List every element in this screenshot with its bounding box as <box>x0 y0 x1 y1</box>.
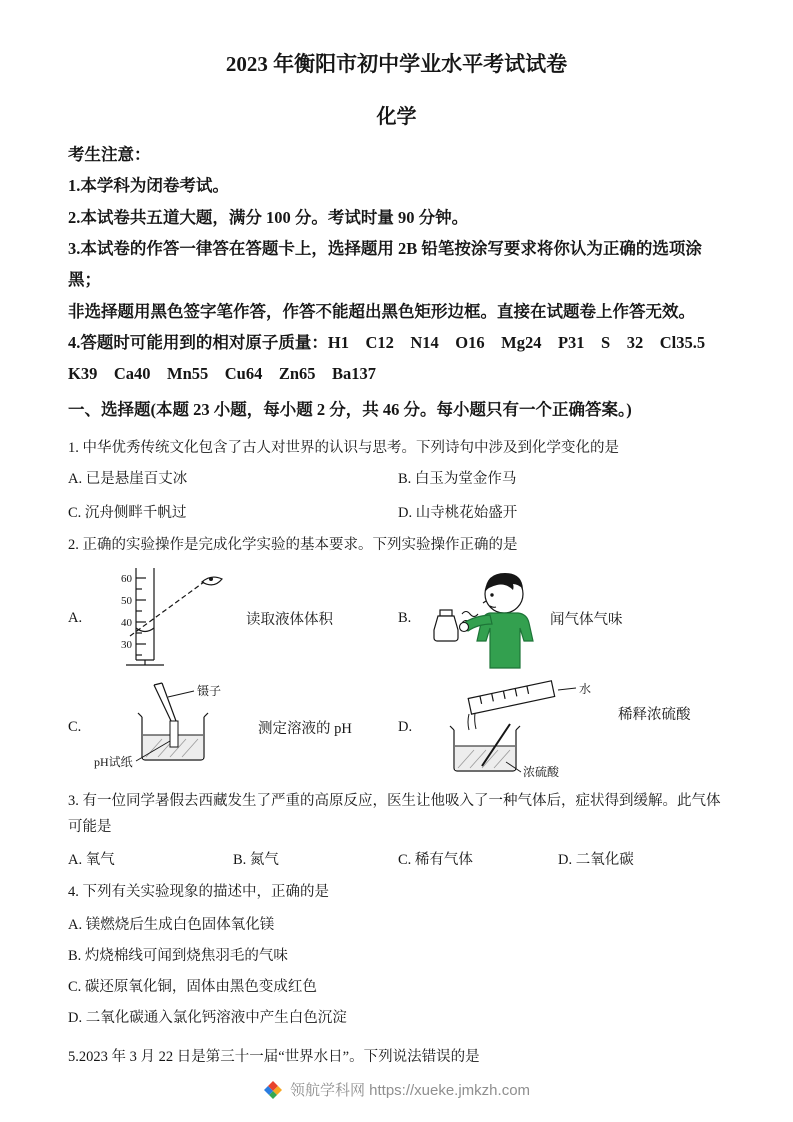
water-label: 水 <box>579 682 592 697</box>
q2-option-b-caption: 闻气体气味 <box>550 611 623 628</box>
q3-option-a: A. 氧气 <box>68 852 115 869</box>
person-smelling-gas-figure <box>424 566 546 670</box>
question-1-text: 1. 中华优秀传统文化包含了古人对世界的认识与思考。下列诗句中涉及到化学变化的是 <box>68 440 619 457</box>
q2-option-a-caption: 读取液体体积 <box>246 611 333 628</box>
q2-option-a <box>68 562 398 674</box>
graduated-cylinder-figure <box>94 562 242 674</box>
person-figure <box>460 573 534 668</box>
notice-line-1: 1.本学科为闭卷考试。 <box>68 176 229 196</box>
q1-option-d: D. 山寺桃花始盛开 <box>398 505 518 522</box>
exam-subject: 化学 <box>376 106 417 128</box>
q2-option-c <box>68 681 398 773</box>
footer <box>0 1079 793 1100</box>
notice-line-4a: 4.答题时可能用到的相对原子质量：H1 C12 N14 O16 Mg24 P31 S 32 Cl35.5 <box>68 333 706 353</box>
gas-bottle <box>434 610 458 641</box>
question-2-text: 2. 正确的实验操作是完成化学实验的基本要求。下列实验操作正确的是 <box>68 537 518 554</box>
dilution-figure <box>424 676 614 778</box>
q3-option-c: C. 稀有气体 <box>398 852 473 869</box>
notice-block <box>68 139 725 390</box>
tick-label-30: 30 <box>121 639 132 652</box>
q2-option-c-caption: 测定溶液的 pH <box>258 720 352 737</box>
tick-label-50: 50 <box>121 595 132 608</box>
notice-line-4b: K39 Ca40 Mn55 Cu64 Zn65 Ba137 <box>68 364 377 384</box>
q4-option-b: B. 灼烧棉线可闻到烧焦羽毛的气味 <box>68 947 288 964</box>
question-4-text: 4. 下列有关实验现象的描述中，正确的是 <box>68 884 329 901</box>
tick-label-40: 40 <box>121 617 132 630</box>
q2-option-a-letter: A. <box>68 609 83 626</box>
site-logo-icon <box>263 1080 283 1100</box>
notice-heading: 考生注意： <box>68 145 151 164</box>
q1-option-b: B. 白玉为堂金作马 <box>398 471 517 488</box>
q2-option-d <box>398 676 725 778</box>
notice-line-2: 2.本试卷共五道大题，满分 100 分。考试时量 90 分钟。 <box>68 207 469 227</box>
q3-option-d: D. 二氧化碳 <box>558 852 634 869</box>
q4-option-c: C. 碳还原氧化铜，固体由黑色变成红色 <box>68 978 317 995</box>
pouring-cylinder <box>468 681 554 714</box>
q4-option-d: D. 二氧化碳通入氯化钙溶液中产生白色沉淀 <box>68 1010 347 1027</box>
q2-option-b <box>398 566 725 670</box>
q1-option-a: A. 已是悬崖百丈冰 <box>68 471 188 488</box>
q3-option-b: B. 氮气 <box>233 852 279 869</box>
exam-title: 2023 年衡阳市初中学业水平考试试卷 <box>225 52 568 76</box>
ph-paper-label: pH试纸 <box>94 755 133 770</box>
q2-option-b-letter: B. <box>398 609 412 626</box>
tweezers-label: 镊子 <box>197 684 222 699</box>
eye-icon <box>202 577 222 585</box>
question-2-figures-row-1 <box>68 562 725 674</box>
q2-option-c-letter: C. <box>68 718 82 735</box>
q1-option-c: C. 沉舟侧畔千帆过 <box>68 505 187 522</box>
conc-acid-label: 浓硫酸 <box>523 765 560 779</box>
question-5-text: 5.2023 年 3 月 22 日是第三十一届“世界水日”。下列说法错误的是 <box>68 1049 480 1066</box>
notice-line-3b: 非选择题用黑色签字笔作答，作答不能超出黑色矩形边框。直接在试题卷上作答无效。 <box>68 301 695 321</box>
question-3-options <box>68 848 725 869</box>
footer-site-text: 领航学科网 https://xueke.jmkzh.com <box>289 1082 531 1099</box>
q2-option-d-caption: 稀释浓硫酸 <box>618 706 691 723</box>
q2-option-d-letter: D. <box>398 718 413 735</box>
section-1-heading: 一、选择题(本题 23 小题，每小题 2 分，共 46 分。每小题只有一个正确答案。) <box>68 399 632 419</box>
question-2-figures-row-2 <box>68 676 725 778</box>
ph-paper-strip <box>170 721 178 747</box>
q4-option-a: A. 镁燃烧后生成白色固体氧化镁 <box>68 916 275 933</box>
ph-test-figure <box>94 681 254 773</box>
question-1-options <box>68 467 725 522</box>
pour-stream <box>468 713 476 730</box>
tweezers <box>154 683 176 723</box>
tick-label-60: 60 <box>121 573 132 586</box>
notice-line-3a: 3.本试卷的作答一律答在答题卡上，选择题用 2B 铅笔按涂写要求将你认为正确的选项涂黑； <box>68 239 702 290</box>
question-3-text: 3. 有一位同学暑假去西藏发生了严重的高原反应，医生让他吸入了一种气体后，症状得到缓解。此气体可能是 <box>68 793 721 836</box>
